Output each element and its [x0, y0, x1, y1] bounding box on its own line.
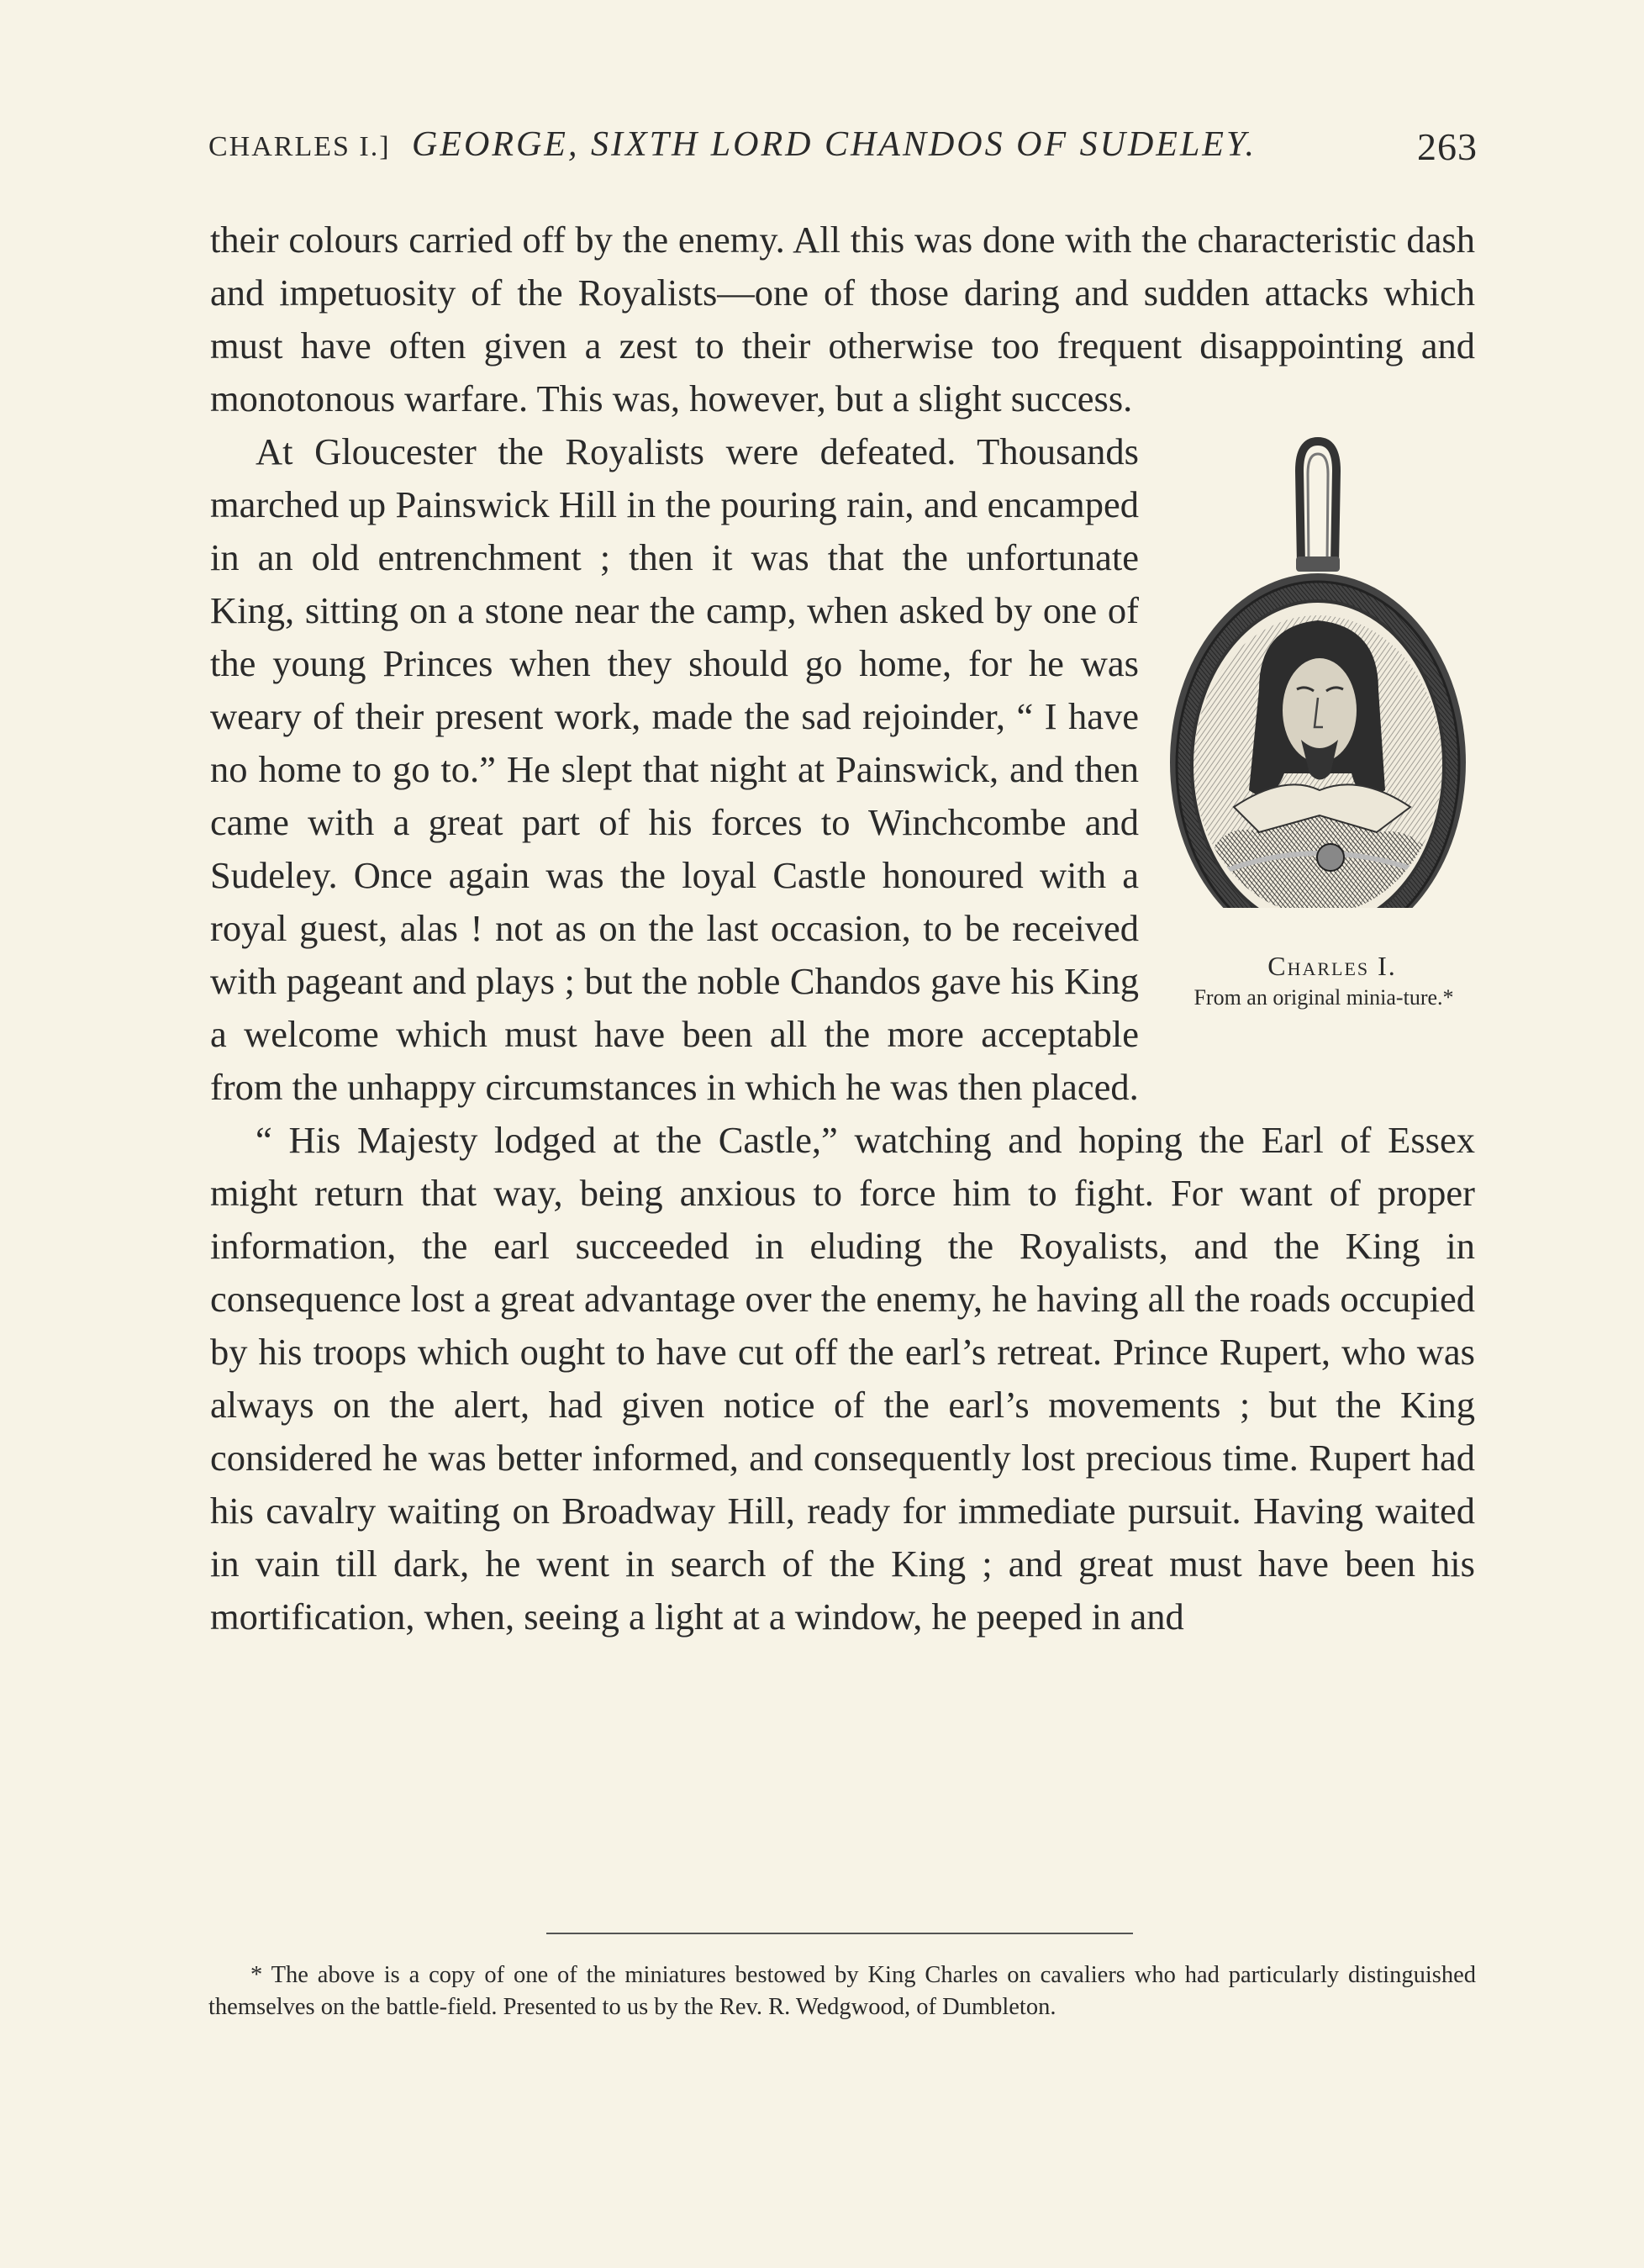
footnote-divider: [546, 1933, 1133, 1934]
header-title: GEORGE, SIXTH LORD CHANDOS OF SUDELEY.: [412, 125, 1257, 164]
header-chapter: CHARLES I.]: [208, 131, 391, 162]
miniature-portrait-image: [1168, 437, 1488, 908]
figure-caption-source: From an original minia-ture.*: [1193, 985, 1454, 1010]
paragraph-3: “ His Majesty lodged at the Castle,” watching and hoping the Earl of Essex might return that way, being anxious to force him to fight. For want of proper information, the earl succeeded in eluding the Royalists, and the King in consequence lost a great advantage over the enemy, he having all the roads occupied by his troops which ought to have cut off the earl’s retreat. Prince Rupert, who was always on the alert, had given notice of the earl’s movements ; but the King considered he was better informed, and consequently lost precious time. Rupert had his cavalry waiting on Broadway Hill, ready for immediate pursuit. Having waited in vain till dark, he went in search of the King ; and great must have been his mortification, when, seeing a light at a window, he peeped in and: [210, 1119, 1475, 1638]
figure-miniature: [1168, 437, 1500, 1101]
paragraph-1: their colours carried off by the enemy. All this was done with the characteristic dash and impetuosity of the Royalists—one of those daring and sudden attacks which must have often given a zest to their otherwise too frequent disappointing and monotonous warfare. This was, however, but a slight success.: [210, 219, 1475, 419]
page-number: 263: [1417, 125, 1478, 168]
body-text: [210, 214, 1475, 1643]
running-header: [208, 124, 1478, 175]
footnote: * The above is a copy of one of the miniatures bestowed by King Charles on cavaliers who had particularly distinguished themselves on the battle-field. Presented to us by the Rev. R. Wedgwood, of Dumbleton.: [208, 1962, 1476, 2020]
paragraph-2: At Gloucester the Royalists were defeated. Thousands marched up Painswick Hill in the pouring rain, and encamped in an old entrenchment ; then it was that the unfortunate King, sitting on a stone near the camp, when asked by one of the young Princes when they should go home, for he was weary of their present work, made the sad rejoinder, “ I have no home to go to.” He slept that night at Painswick, and then came with a great part of his forces to Winchcombe and Sudeley. Once again was the loyal Castle honoured with a royal guest, alas ! not as on the last occasion, to be received with pageant and plays ; but the noble Chandos gave his King a welcome which must have been all the more acceptable from the unhappy circumstances in which he was then placed.: [210, 430, 1139, 1108]
figure-caption-title: Charles I.: [1267, 951, 1397, 981]
